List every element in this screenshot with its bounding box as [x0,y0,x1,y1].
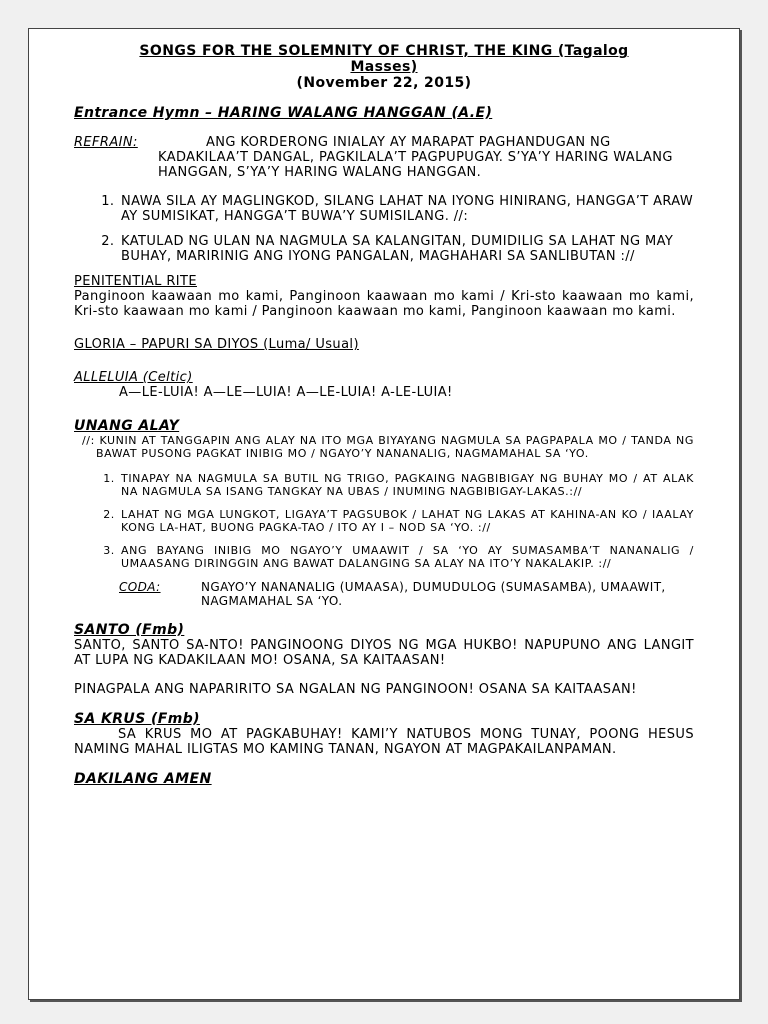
unang-alay-verses [74,472,694,570]
penitential-rite-title: PENITENTIAL RITE [74,274,197,289]
list-item: 2. KATULAD NG ULAN NA NAGMULA SA KALANGITAN, DUMIDILIG SA LAHAT NG MAY BUHAY, MARIRINIG ANG IYONG PANGALAN, MAGHAHARI SA SANLIBUTAN :// [119,234,694,264]
list-item: 3. ANG BAYANG INIBIG MO NGAYO’Y UMAAWIT / SA ‘YO AY SUMASAMBA’T NANANALIG / UMAASANG DIRINGGIN ANG BAWAT DALANGING SA ALAY NA ITO’Y NAKALAKIP. :// [119,544,694,570]
santo-text-2: PINAGPALA ANG NAPARIRITO SA NGALAN NG PANGINOON! OSANA SA KAITAASAN! [74,682,637,697]
list-item: 1. NAWA SILA AY MAGLINGKOD, SILANG LAHAT NA IYONG HINIRANG, HANGGA’T ARAW AY SUMISIKAT, HANGGA’T BUWA’Y SUMISILANG. //: [119,194,694,224]
alleluia-title: ALLELUIA (Celtic) [74,370,193,385]
sa-krus-text: SA KRUS MO AT PAGKABUHAY! KAMI’Y NATUBOS MONG TUNAY, POONG HESUS NAMING MAHAL ILIGTAS MO KAMING TANAN, NGAYON AT MAGPAKAILANPAMAN. [74,727,694,757]
document-title-cont: Masses) [350,59,418,75]
list-item: 1. TINAPAY NA NAGMULA SA BUTIL NG TRIGO, PAGKAING NAGBIBIGAY NG BUHAY MO / AT ALAK NA NAGMULA SA ISANG TANGKAY NA UBAS / INUMING NAGBIBIGAY-LAKAS.:// [119,472,694,498]
entrance-hymn-title: Entrance Hymn – HARING WALANG HANGGAN (A.E) [74,105,493,121]
penitential-rite-text: Panginoon kaawaan mo kami, Panginoon kaawaan mo kami / Kri-sto kaawaan mo kami, Kri-sto kaawaan mo kami / Panginoon kaawaan mo kami, Panginoon kaawaan mo kami. [74,289,694,319]
unang-alay-intro: //: KUNIN AT TANGGAPIN ANG ALAY NA ITO MGA BIYAYANG NAGMULA SA PAGPAPALA MO / TANDA NG BAWAT PUSONG PAGKAT INIBIG MO / NGAYO’Y NANANALIG, NAGMAMAHAL SA ‘YO. [82,434,694,460]
sa-krus-title: SA KRUS (Fmb) [74,711,200,727]
document-date: (November 22, 2015) [296,75,472,91]
refrain-text: ANG KORDERONG INIALAY AY MARAPAT PAGHANDUGAN NG KADAKILAA’T DANGAL, PAGKILALA’T PAGPUPUGAY. S’YA’Y HARING WALANG HANGGAN, S’YA’Y HARING WALANG HANGGAN. [158,135,673,180]
unang-alay-coda [74,580,694,608]
coda-text: NGAYO’Y NANANALIG (UMAASA), DUMUDULOG (SUMASAMBA), UMAAWIT, NAGMAMAHAL SA ‘YO. [201,580,666,608]
entrance-verses [74,194,694,264]
santo-title: SANTO (Fmb) [74,622,185,638]
unang-alay-title: UNANG ALAY [74,418,180,434]
document-content [74,43,694,787]
alleluia-text: A—LE-LUIA! A—LE—LUIA! A—LE-LUIA! A-LE-LUIA! [119,385,453,400]
refrain-label: REFRAIN: [74,135,138,150]
entrance-refrain [74,135,694,180]
dakilang-amen-title: DAKILANG AMEN [74,771,212,787]
document-page [28,28,740,1000]
santo-text-1: SANTO, SANTO SA-NTO! PANGINOONG DIYOS NG MGA HUKBO! NAPUPUNO ANG LANGIT AT LUPA NG KADAKILAAN MO! OSANA, SA KAITAASAN! [74,638,694,668]
coda-label: CODA: [119,580,161,594]
document-title: SONGS FOR THE SOLEMNITY OF CHRIST, THE KING (Tagalog [139,43,629,59]
gloria-title: GLORIA – PAPURI SA DIYOS (Luma/ Usual) [74,337,359,352]
list-item: 2. LAHAT NG MGA LUNGKOT, LIGAYA’T PAGSUBOK / LAHAT NG LAKAS AT KAHINA-AN KO / IAALAY KONG LA-HAT, BUONG PAGKA-TAO / ITO AY I – NOD SA ‘YO. :// [119,508,694,534]
